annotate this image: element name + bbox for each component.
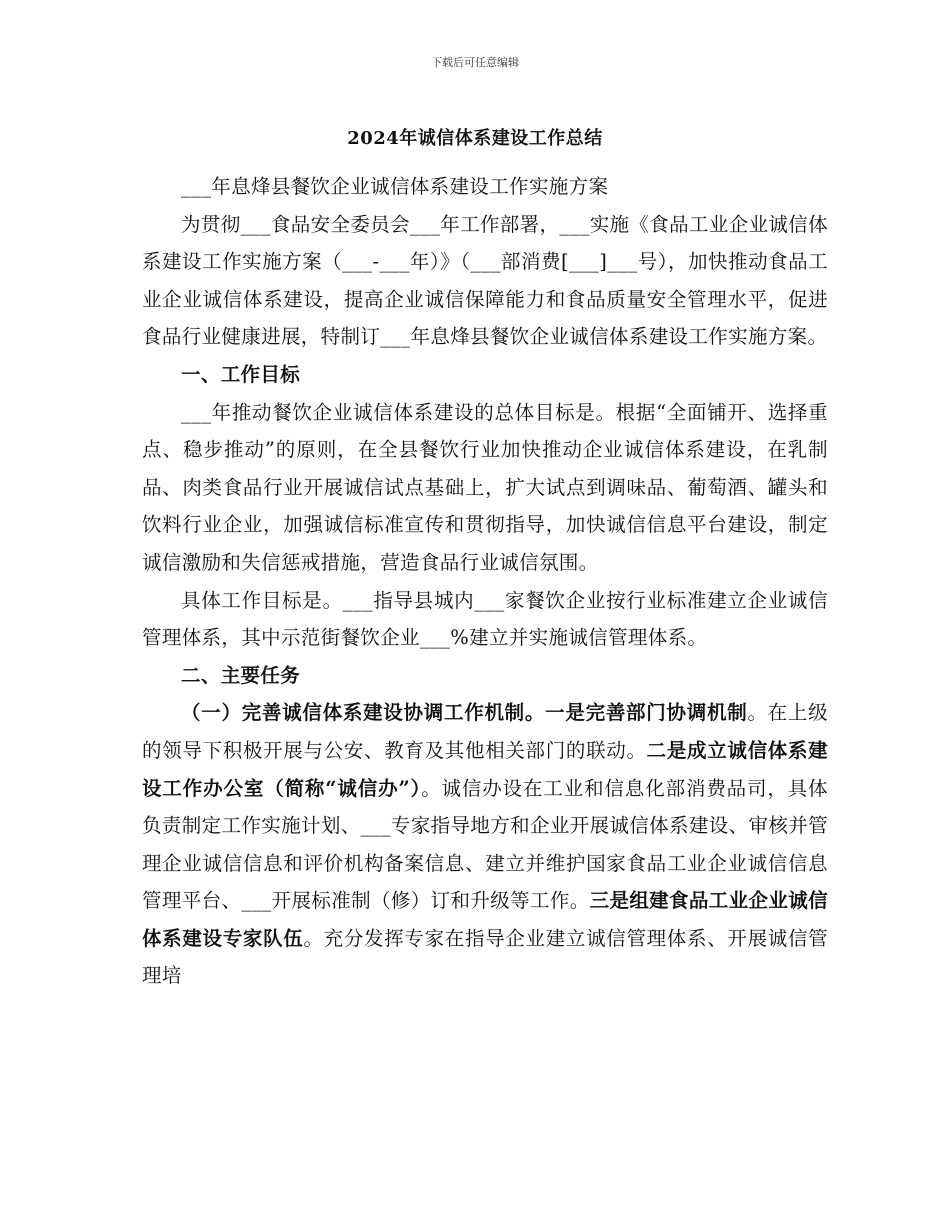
item-1-lead-3: 三是组建食品工业企业诚信体系建设专家队伍 (142, 889, 828, 950)
document-subtitle: ___年息烽县餐饮企业诚信体系建设工作实施方案 (181, 175, 609, 198)
section-2-heading: 二、主要任务 (181, 663, 301, 687)
section-1-heading: 一、工作目标 (181, 362, 301, 386)
document-body (142, 168, 828, 995)
item-1-lead: （一）完善诚信体系建设协调工作机制。一是完善部门协调机制 (181, 701, 748, 725)
section-2-item-1 (142, 694, 828, 995)
section-1-paragraph-2: 具体工作目标是。___指导县城内___家餐饮企业按行业标准建立企业诚信管理体系，其中示范街餐饮企业___%建立并实施诚信管理体系。 (142, 588, 828, 650)
item-1-text-1: 。在上级的领导下积极开展与公安、教育及其他相关部门的联动。 (142, 701, 828, 762)
item-1-text-3: 。充分发挥专家在指导企业建立诚信管理体系、开展诚信管理培 (142, 926, 828, 988)
item-1-text-2: 。诚信办设在工业和信息化部消费品司，具体负责制定工作实施计划、___专家指导地方和企业开展诚信体系建设、审核并管理企业诚信信息和评价机构备案信息、建立并维护国家食品工业企业诚信信息管理平台、___开展标准制（修）订和升级等工作。 (142, 776, 828, 913)
item-1-lead-2: 二是成立诚信体系建设工作办公室（简称“诚信办”） (142, 738, 828, 800)
document-title: 2024年诚信体系建设工作总结 (347, 128, 603, 149)
section-1-paragraph-1: ___年推动餐饮企业诚信体系建设的总体目标是。根据“全面铺开、选择重点、稳步推动”的原则，在全县餐饮行业加快推动企业诚信体系建设，在乳制品、肉类食品行业开展诚信试点基础上，扩大试点到调味品、葡萄酒、罐头和饮料行业企业，加强诚信标准宣传和贯彻指导，加快诚信信息平台建设，制定诚信激励和失信惩戒措施，营造食品行业诚信氛围。 (142, 400, 828, 574)
header-note: 下载后可任意编辑 (431, 56, 519, 69)
intro-paragraph: 为贯彻___食品安全委员会___年工作部署，___实施《食品工业企业诚信体系建设工作实施方案（___-___年）》（___部消费[___]___号），加快推动食品工业企业诚信体系建设，提高企业诚信保障能力和食品质量安全管理水平，促进食品行业健康进展，特制订___年息烽县餐饮企业诚信体系建设工作实施方案。 (142, 212, 828, 349)
